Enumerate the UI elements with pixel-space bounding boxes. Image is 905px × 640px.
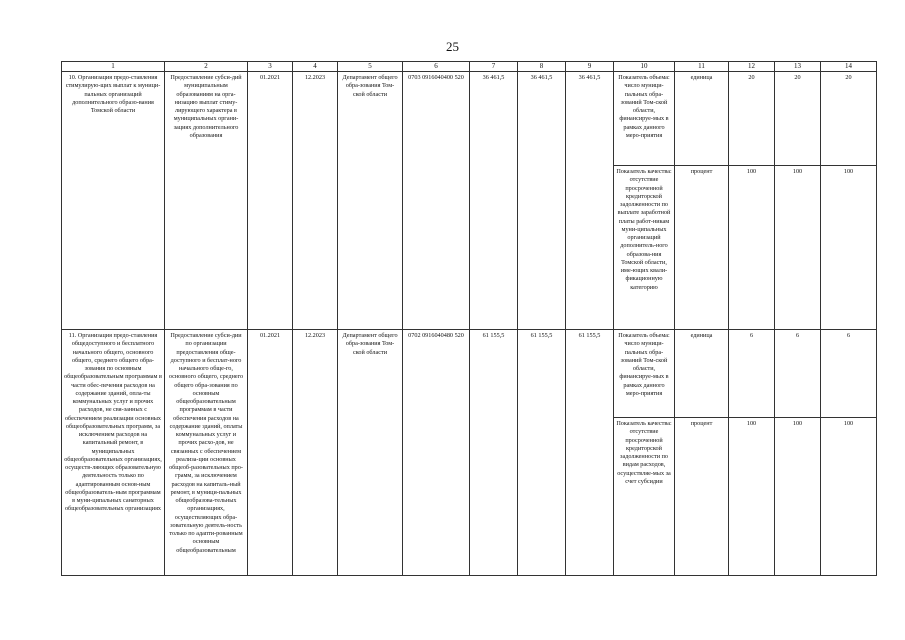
activity-description: Предоставление субси-дии по организации предоставления обще-доступного и бесплат-ного начального обще-го, основного общего, среднего общего обра-зования по основным общеобразовательным программам в части обеспечения расходов на содержание зданий, оплаты коммунальных услуг и прочих расхо-дов, не связанных с обеспечением реализа-ции основных общеоб-разовательных про-грамм, за исключением расходов на капиталь-ный ремонт, в муници-пальных общеобразова-тельных организациях, осуществляющих обра-зовательную деятель-ность только по адапти-рованным основным общеобразовательным [165, 330, 248, 576]
column-number: 1 [62, 62, 165, 72]
column-number: 9 [566, 62, 614, 72]
table-row [62, 72, 877, 166]
indicator-text: Показатель объема: число муници-пальных обра-зований Том-ской области, финансируе-мых в рамках данного меро-приятия [614, 330, 675, 418]
column-number: 2 [165, 62, 248, 72]
column-number: 8 [518, 62, 566, 72]
executor: Департамент общего обра-зования Том-ской области [338, 330, 403, 576]
column-number: 3 [248, 62, 293, 72]
indicator-value-col13: 100 [775, 166, 821, 330]
program-activities-table [61, 61, 877, 576]
amount-col7: 61 155,5 [470, 330, 518, 576]
indicator-unit: единица [675, 72, 729, 166]
budget-code: 0702 0916040480 520 [403, 330, 470, 576]
start-date: 01.2021 [248, 330, 293, 576]
budget-code: 0703 0916040400 520 [403, 72, 470, 330]
indicator-value-col13: 20 [775, 72, 821, 166]
executor: Департамент общего обра-зования Том-ской области [338, 72, 403, 330]
column-number: 13 [775, 62, 821, 72]
activity-name: 10. Организация предо-ставления стимулирую-щих выплат к муници-пальных организаций дополнительного образо-вания Томской области [62, 72, 165, 330]
indicator-text: Показатель качества: отсутствие просроченной кредиторской задолженности по видам расходов, осуществляе-мых за счет субсидии [614, 418, 675, 576]
column-number: 10 [614, 62, 675, 72]
amount-col9: 61 155,5 [566, 330, 614, 576]
amount-col8: 36 461,5 [518, 72, 566, 330]
indicator-value-col13: 6 [775, 330, 821, 418]
indicator-value-col14: 6 [821, 330, 877, 418]
amount-col9: 36 461,5 [566, 72, 614, 330]
end-date: 12.2023 [293, 330, 338, 576]
indicator-value-col13: 100 [775, 418, 821, 576]
indicator-value-col12: 100 [729, 418, 775, 576]
indicator-value-col14: 100 [821, 166, 877, 330]
column-number: 6 [403, 62, 470, 72]
indicator-value-col12: 20 [729, 72, 775, 166]
column-number: 12 [729, 62, 775, 72]
page-number: 25 [446, 39, 459, 54]
start-date: 01.2021 [248, 72, 293, 330]
amount-col7: 36 461,5 [470, 72, 518, 330]
column-number: 7 [470, 62, 518, 72]
indicator-text: Показатель качества: отсутствие просроченной кредиторской задолженности по выплате заработной платы работ-никам муни-ципальных организаций дополнитель-ного образова-ния Томской области, име-ющих квали-фикационную категорию [614, 166, 675, 330]
indicator-value-col12: 6 [729, 330, 775, 418]
column-number: 5 [338, 62, 403, 72]
table-row [62, 330, 877, 418]
column-number: 11 [675, 62, 729, 72]
column-number: 14 [821, 62, 877, 72]
amount-col8: 61 155,5 [518, 330, 566, 576]
indicator-value-col12: 100 [729, 166, 775, 330]
indicator-text: Показатель объема: число муници-пальных обра-зований Том-ской области, финансируе-мых в рамках данного меро-приятия [614, 72, 675, 166]
activity-name: 11. Организация предо-ставления общедоступного и бесплатного начального общего, основного общего, среднего общего обра-зования по основным общеобразовательным программам в части обес-печения расходов на содержание зданий, опла-ты коммунальных услуг и прочих расходов, не свя-занных с обеспечением реализации основных общеобразовательных программ, за исключением расходов на капитальный ремонт, в муниципальных общеобразовательных организациях, осуществ-ляющих образовательную деятельность только по адаптированным основ-ным общеобразователь-ным программам в муни-ципальных санаторных общеобразовательных организациях [62, 330, 165, 576]
indicator-unit: процент [675, 418, 729, 576]
indicator-unit: процент [675, 166, 729, 330]
activity-description: Предоставление субси-дий муниципальным образованиям на орга-низацию выплат стиму-лирующего характера в муниципальных органи-зациях дополнительного образования [165, 72, 248, 330]
indicator-value-col14: 20 [821, 72, 877, 166]
end-date: 12.2023 [293, 72, 338, 330]
column-number-row [62, 62, 877, 72]
column-number: 4 [293, 62, 338, 72]
indicator-value-col14: 100 [821, 418, 877, 576]
indicator-unit: единица [675, 330, 729, 418]
